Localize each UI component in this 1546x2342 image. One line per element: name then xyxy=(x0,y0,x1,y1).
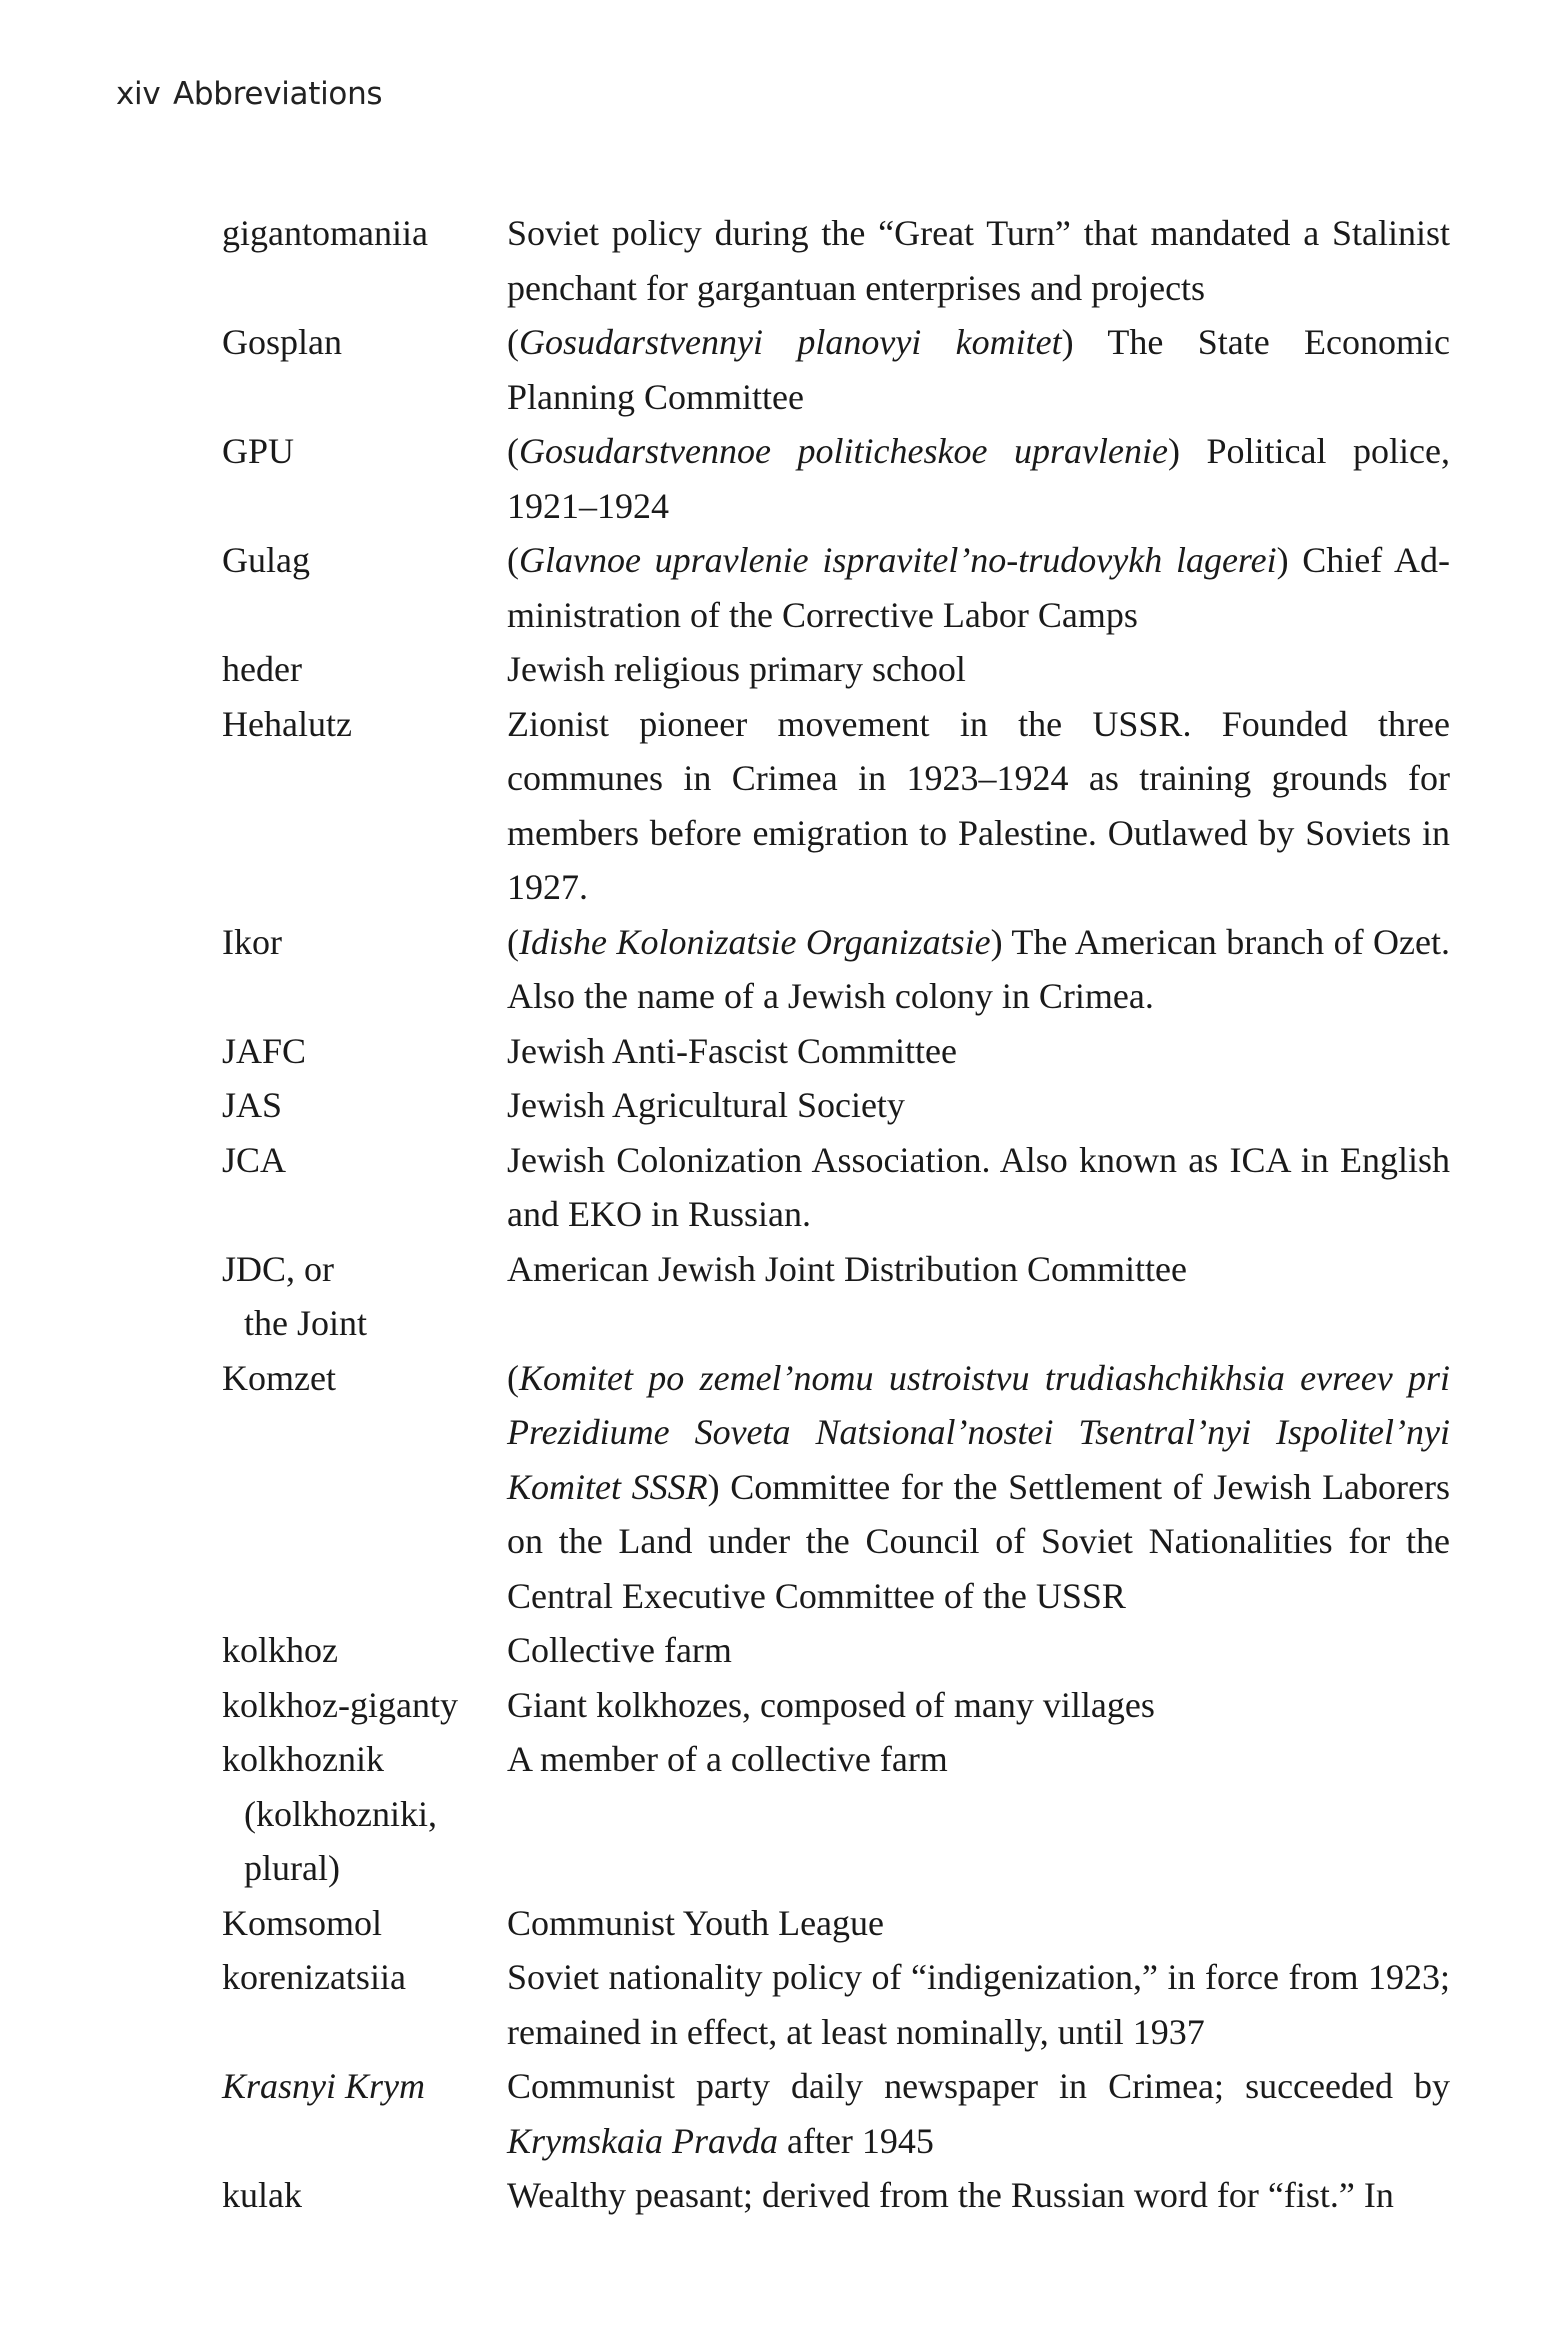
entry-term xyxy=(222,697,507,752)
glossary-entry xyxy=(222,424,1450,533)
entry-term-line: Gulag xyxy=(222,540,310,580)
running-head xyxy=(116,76,382,112)
entry-definition xyxy=(507,697,1450,915)
glossary-entry xyxy=(222,1678,1450,1733)
glossary-entry xyxy=(222,1732,1450,1896)
definition-text: ) Political police, 1921–1924 xyxy=(507,431,1450,526)
entry-term xyxy=(222,1351,507,1406)
definition-text: Wealthy peasant; derived from the Russian word for “fist.” In xyxy=(507,2175,1394,2215)
glossary-entry xyxy=(222,915,1450,1024)
definition-text: Communist Youth League xyxy=(507,1902,885,1943)
entry-definition xyxy=(507,2059,1450,2168)
entry-term-line: JAS xyxy=(222,1085,283,1125)
entry-term-line: Gosplan xyxy=(222,322,342,362)
glossary-entry xyxy=(222,206,1450,315)
entry-term-line: kolkhoznik xyxy=(222,1739,384,1779)
definition-text: Soviet policy during the “Great Turn” that mandated a Stalinist penchant for gargantuan enterprises and projects xyxy=(507,213,1450,308)
definition-italic-text: Gosudarstvennyi planovyi komitet xyxy=(519,322,1062,362)
entry-term xyxy=(222,1950,507,2005)
entry-term xyxy=(222,1623,507,1678)
entry-term-line: korenizatsiia xyxy=(222,1957,406,1997)
definition-text: ( xyxy=(507,1357,519,1398)
entry-definition xyxy=(507,424,1450,533)
entry-definition xyxy=(507,1078,1450,1133)
entry-term-line: kolkhoz-giganty xyxy=(222,1684,458,1725)
entry-definition xyxy=(507,1024,1450,1079)
definition-text: ( xyxy=(507,540,519,580)
entry-definition xyxy=(507,1950,1450,2059)
glossary-entry xyxy=(222,2059,1450,2168)
definition-text: after 1945 xyxy=(777,2120,934,2161)
entry-term xyxy=(222,206,507,261)
entry-term-line: (kolkhozniki, xyxy=(244,1793,437,1834)
entry-term xyxy=(222,424,507,479)
definition-italic-text: Idishe Kolonizatsie Organizatsie xyxy=(519,921,991,962)
entry-definition xyxy=(507,915,1450,1024)
entry-definition xyxy=(507,1732,1450,1787)
glossary-entry xyxy=(222,1351,1450,1624)
entry-term-line: gigantomaniia xyxy=(222,213,428,253)
entry-definition xyxy=(507,642,1450,697)
abbreviations-list xyxy=(222,206,1450,2223)
entry-term-line: heder xyxy=(222,649,302,689)
entry-term xyxy=(222,533,507,588)
entry-term-line: kulak xyxy=(222,2175,302,2215)
definition-italic-text: Komitet po zemel’nomu ustroistvu trudiashchikhsia evreev pri Prezidiume Soveta Natsional’nostei Tsentral’nyi Ispolitel’nyi Komitet SSSR xyxy=(507,1357,1450,1507)
glossary-entry xyxy=(222,642,1450,697)
entry-definition xyxy=(507,533,1450,642)
entry-term-line: JCA xyxy=(222,1139,287,1180)
entry-term-line: GPU xyxy=(222,431,295,471)
glossary-entry xyxy=(222,1896,1450,1951)
glossary-entry xyxy=(222,533,1450,642)
entry-term xyxy=(222,1133,507,1188)
definition-italic-text: Glavnoe upravlenie ispravitel’no-trudovykh lagerei xyxy=(519,540,1277,580)
definition-text: Jewish Agricultural Society xyxy=(507,1085,905,1125)
entry-term-line: Ikor xyxy=(222,921,282,962)
entry-term xyxy=(222,315,507,370)
definition-italic-text: Krymskaia Pravda xyxy=(507,2120,778,2161)
entry-definition xyxy=(507,1678,1450,1733)
entry-term xyxy=(222,2168,507,2223)
definition-text: ( xyxy=(507,431,519,471)
entry-term-line: kolkhoz xyxy=(222,1630,338,1670)
glossary-entry xyxy=(222,697,1450,915)
entry-definition xyxy=(507,315,1450,424)
entry-term xyxy=(222,915,507,970)
entry-definition xyxy=(507,1623,1450,1678)
entry-term-line: plural) xyxy=(244,1848,340,1888)
glossary-entry xyxy=(222,1078,1450,1133)
glossary-entry xyxy=(222,1133,1450,1242)
entry-term xyxy=(222,1024,507,1079)
definition-italic-text: Gosudarstvennoe politicheskoe upravlenie xyxy=(519,431,1168,471)
glossary-entry xyxy=(222,1950,1450,2059)
glossary-entry xyxy=(222,2168,1450,2223)
definition-text: Jewish Colonization Association. Also known as ICA in English and EKO in Russian. xyxy=(507,1139,1450,1234)
definition-text: Collective farm xyxy=(507,1630,732,1670)
definition-text: Jewish Anti-Fascist Committee xyxy=(507,1030,957,1071)
entry-term xyxy=(222,1896,507,1951)
definition-text: Communist party daily newspaper in Crimea; succeeded by xyxy=(507,2066,1450,2106)
definition-text: Giant kolkhozes, composed of many villages xyxy=(507,1684,1155,1725)
entry-term-line: Hehalutz xyxy=(222,703,352,744)
entry-term-line: Krasnyi Krym xyxy=(222,2066,426,2106)
page-number: xiv xyxy=(116,76,161,112)
definition-text: ) The State Economic Planning Committee xyxy=(507,322,1450,417)
definition-text: American Jewish Joint Distribution Committee xyxy=(507,1248,1187,1289)
glossary-entry xyxy=(222,1024,1450,1079)
entry-definition xyxy=(507,1133,1450,1242)
definition-text: Zionist pioneer movement in the USSR. Founded three communes in Crimea in 1923–1924 as training grounds for members before emigration to Palestine. Outlawed by Soviets in 1927. xyxy=(507,703,1450,907)
definition-text: ( xyxy=(507,322,519,362)
entry-definition xyxy=(507,206,1450,315)
entry-term-line: the Joint xyxy=(244,1303,367,1343)
definition-text: Soviet nationality policy of “indigenization,” in force from 1923; remained in effect, at least nominally, until 1937 xyxy=(507,1957,1450,2052)
entry-definition xyxy=(507,1242,1450,1297)
entry-definition xyxy=(507,2168,1450,2223)
entry-term-line: JAFC xyxy=(222,1030,307,1071)
glossary-entry xyxy=(222,1623,1450,1678)
entry-term xyxy=(222,642,507,697)
entry-term xyxy=(222,1078,507,1133)
definition-text: ( xyxy=(507,921,519,962)
entry-term xyxy=(222,1678,507,1733)
entry-term xyxy=(222,2059,507,2114)
definition-text: ) Chief Administration of the Corrective Labor Camps xyxy=(507,540,1450,635)
definition-text: Jewish religious primary school xyxy=(507,649,966,689)
entry-term xyxy=(222,1732,507,1896)
definition-text: A member of a collective farm xyxy=(507,1739,948,1779)
entry-term-line: Komsomol xyxy=(222,1902,383,1943)
entry-term xyxy=(222,1242,507,1351)
entry-term-line: JDC, or xyxy=(222,1248,335,1289)
entry-term-line: Komzet xyxy=(222,1357,336,1398)
entry-definition xyxy=(507,1351,1450,1624)
running-head-title: Abbreviations xyxy=(173,76,383,112)
glossary-entry xyxy=(222,1242,1450,1351)
glossary-entry xyxy=(222,315,1450,424)
definition-text: ) The American branch of Ozet. Also the name of a Jewish colony in Crimea. xyxy=(507,921,1451,1016)
entry-definition xyxy=(507,1896,1450,1951)
definition-text: ) Committee for the Settlement of Jewish Laborers on the Land under the Council of Soviet Nationalities for the Central Executive Committee of the USSR xyxy=(507,1466,1451,1616)
